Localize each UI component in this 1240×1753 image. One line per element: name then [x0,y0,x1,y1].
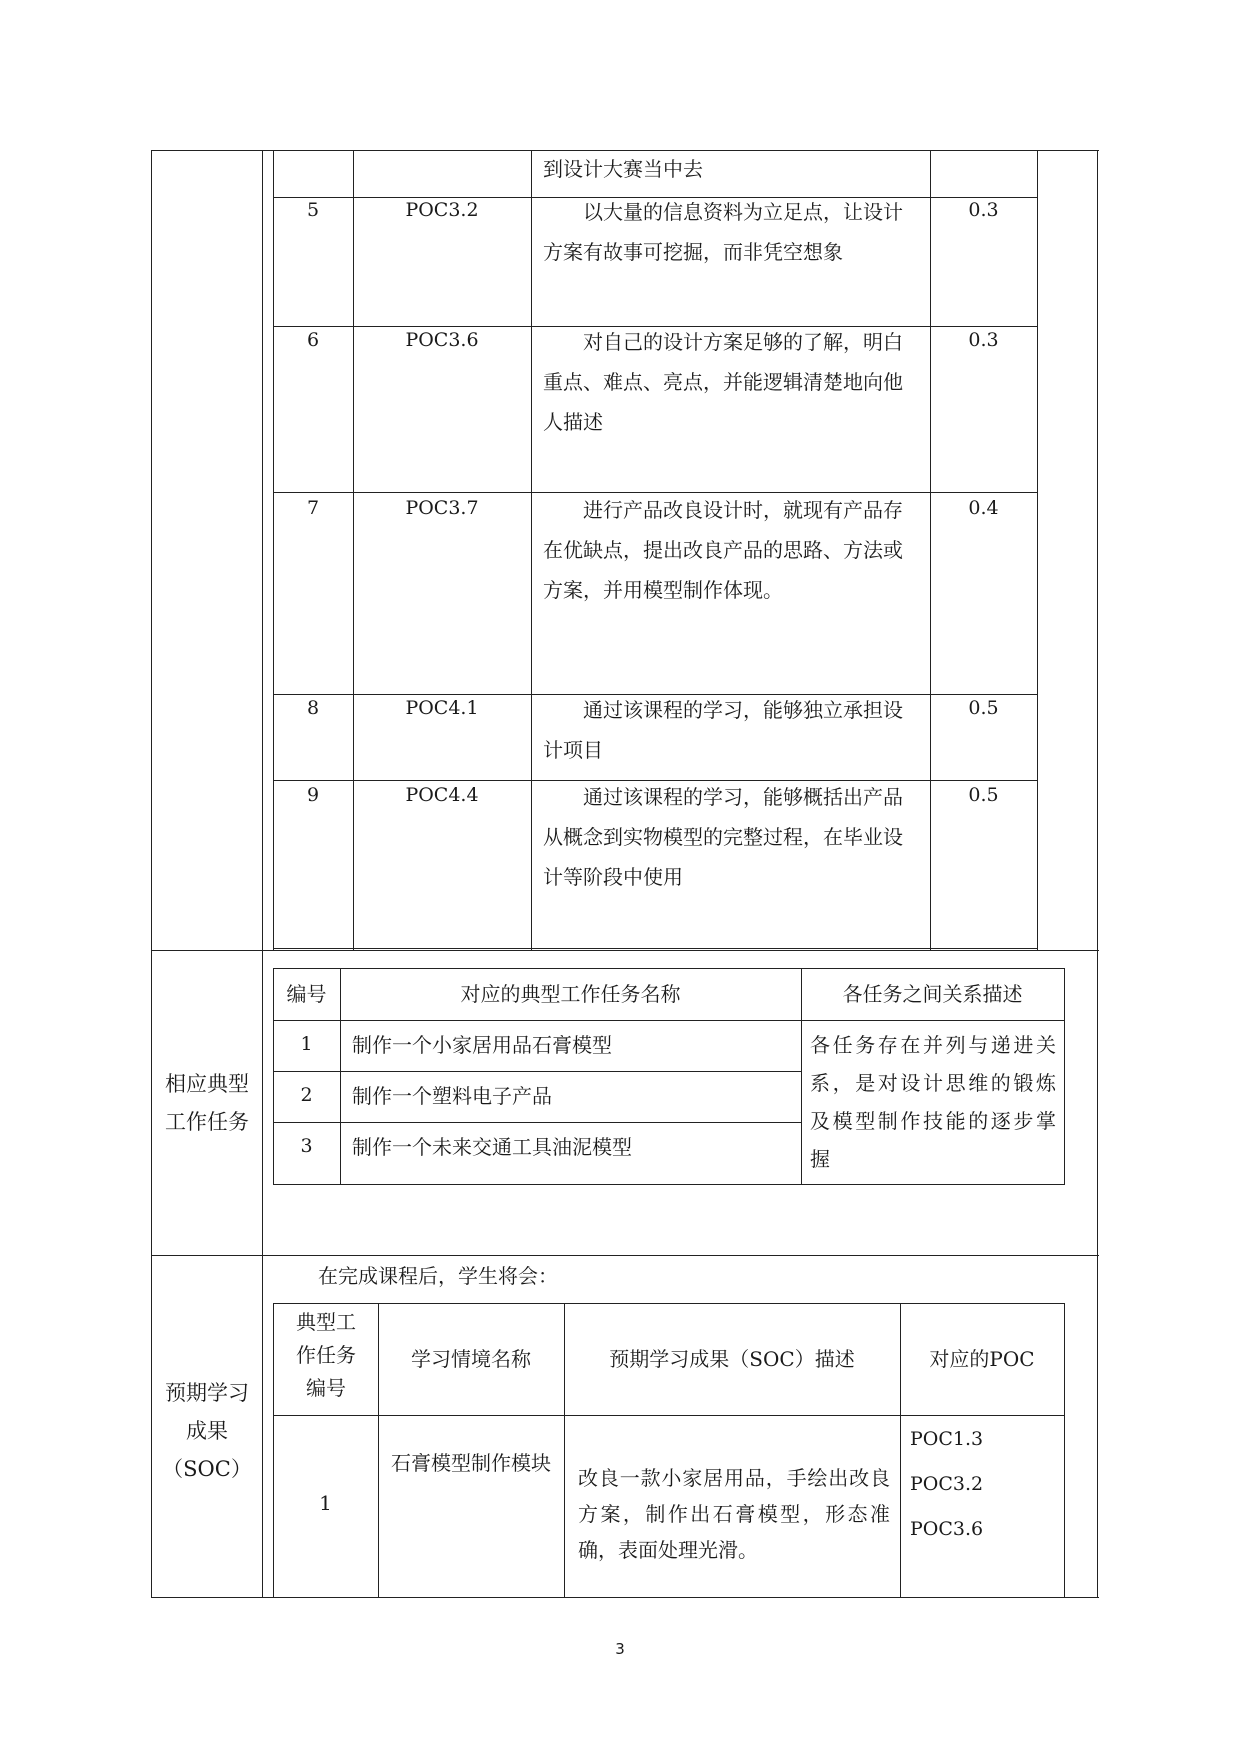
soc-row-task-no: 1 [319,1491,332,1515]
soc-section-label: 预期学习成果（SOC） [162,1381,252,1481]
task-row-no: 2 [300,1084,313,1106]
soc-header-poc: 对应的POC [929,1347,1035,1371]
soc-row-pocs [910,1417,1060,1552]
poc-row-no: 5 [306,199,320,221]
poc-row-weight: 0.3 [968,199,999,221]
poc-row-desc: 通过该课程的学习，能够独立承担设计项目 [543,698,903,762]
poc-row-code: POC3.6 [405,329,479,351]
tasks-header-relation: 各任务之间关系描述 [842,982,1023,1006]
task-row-name: 制作一个小家居用品石膏模型 [352,1033,612,1057]
soc-header-desc: 预期学习成果（SOC）描述 [609,1347,855,1371]
soc-header-task-no: 典型工作任务编号 [296,1310,356,1400]
poc-row-no: 6 [306,329,320,351]
poc-row-code: POC3.7 [405,497,479,519]
tasks-header-name: 对应的典型工作任务名称 [460,982,681,1006]
poc-row-desc: 以大量的信息资料为立足点，让设计方案有故事可挖掘，而非凭空想象 [543,200,903,264]
tasks-header-no: 编号 [286,982,327,1006]
poc-row-no: 8 [306,697,320,719]
poc-row-desc: 通过该课程的学习，能够概括出产品从概念到实物模型的完整过程，在毕业设计等阶段中使用 [543,785,903,889]
soc-row-poc: POC3.2 [910,1473,984,1495]
task-row-no: 3 [300,1135,313,1157]
poc-row-no: 7 [306,497,320,519]
soc-header-scenario: 学习情境名称 [411,1347,531,1371]
poc-row-desc: 进行产品改良设计时，就现有产品存在优缺点，提出改良产品的思路、方法或方案，并用模型制作体现。 [543,498,903,602]
poc-row-code: POC4.4 [405,784,479,806]
poc-row-weight: 0.5 [968,697,999,719]
poc-row-desc: 到设计大赛当中去 [543,157,703,181]
poc-row-weight: 0.5 [968,784,999,806]
task-row-name: 制作一个塑料电子产品 [352,1084,552,1108]
poc-row-weight: 0.4 [968,497,999,519]
task-row-name: 制作一个未来交通工具油泥模型 [352,1135,632,1159]
soc-row-desc: 改良一款小家居用品，手绘出改良方案，制作出石膏模型，形态准确，表面处理光滑。 [578,1466,890,1562]
soc-row-scenario: 石膏模型制作模块 [391,1451,551,1475]
poc-row-no: 9 [306,784,320,806]
poc-row-code: POC4.1 [405,697,479,719]
poc-row-weight: 0.3 [968,329,999,351]
poc-row-code: POC3.2 [405,199,479,221]
tasks-relation-text: 各任务存在并列与递进关系，是对设计思维的锻炼及模型制作技能的逐步掌握 [810,1033,1058,1171]
soc-intro: 在完成课程后，学生将会： [318,1264,558,1288]
task-row-no: 1 [300,1033,313,1055]
soc-row-poc: POC3.6 [910,1518,984,1540]
soc-row-poc: POC1.3 [910,1428,984,1450]
poc-row-desc: 对自己的设计方案足够的了解，明白重点、难点、亮点，并能逻辑清楚地向他人描述 [543,330,903,434]
tasks-section-label: 相应典型工作任务 [165,1072,249,1134]
page-number: 3 [615,1640,625,1658]
